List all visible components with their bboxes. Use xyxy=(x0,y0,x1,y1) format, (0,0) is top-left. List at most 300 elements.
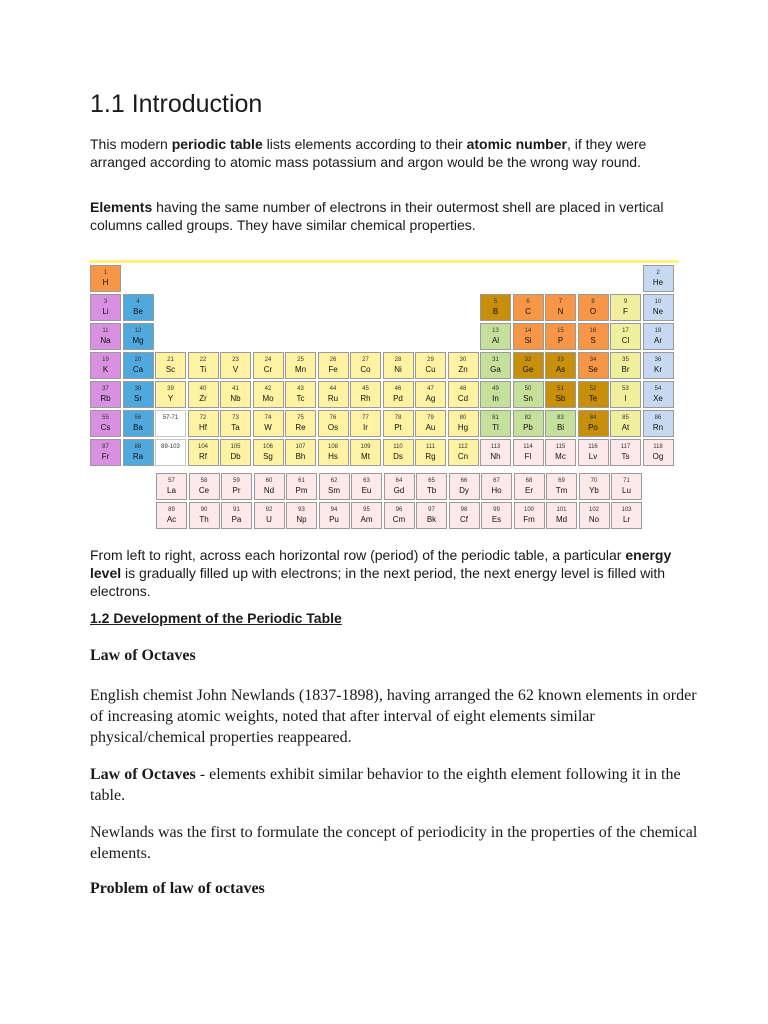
element-symbol: Au xyxy=(425,423,436,432)
element-symbol: Og xyxy=(652,452,664,461)
element-symbol: Sb xyxy=(555,394,566,403)
element-symbol: Be xyxy=(133,307,143,316)
element-cell xyxy=(220,381,251,408)
element-cell xyxy=(90,294,121,321)
element-symbol: Lv xyxy=(588,452,598,461)
element-symbol: Pu xyxy=(329,515,339,524)
element-cell xyxy=(578,323,609,350)
atomic-number: 95 xyxy=(363,507,370,513)
atomic-number: 96 xyxy=(395,507,403,513)
atomic-number: 35 xyxy=(622,357,629,363)
periods-text: is gradually filled up with electrons; in the next period, the next energy level is filled with electrons. xyxy=(90,565,666,599)
element-symbol: Bh xyxy=(295,452,306,461)
lanthanide-cell xyxy=(156,473,187,500)
element-cell xyxy=(513,352,544,379)
element-symbol: Np xyxy=(296,515,307,524)
atomic-number: 72 xyxy=(199,415,207,421)
actinide-cell xyxy=(546,502,577,529)
element-symbol: At xyxy=(621,423,630,432)
element-symbol: Ca xyxy=(132,365,144,374)
element-symbol: B xyxy=(492,307,499,316)
element-cell xyxy=(188,410,219,437)
atomic-number: 57 xyxy=(168,478,175,484)
element-symbol: Tb xyxy=(426,486,437,495)
atomic-number: 74 xyxy=(264,415,272,421)
element-cell xyxy=(448,410,479,437)
atomic-number: 101 xyxy=(556,507,567,513)
lanthanide-cell xyxy=(546,473,577,500)
atomic-number: 34 xyxy=(589,357,597,363)
atomic-number: 15 xyxy=(557,328,564,334)
element-cell xyxy=(643,265,674,292)
atomic-number: 56 xyxy=(134,415,142,421)
element-cell xyxy=(480,410,511,437)
element-cell xyxy=(480,439,511,466)
element-symbol: Tc xyxy=(296,394,305,403)
atomic-number: 61 xyxy=(298,478,305,484)
element-symbol: Y xyxy=(167,394,174,403)
element-symbol: Fl xyxy=(524,452,532,461)
atomic-number: 4 xyxy=(136,299,140,305)
element-cell xyxy=(285,381,316,408)
element-cell xyxy=(578,439,609,466)
element-cell xyxy=(513,323,544,350)
atomic-number: 30 xyxy=(459,357,467,363)
element-cell xyxy=(383,439,414,466)
actinide-cell xyxy=(221,502,252,529)
element-symbol: Ba xyxy=(133,423,143,432)
element-symbol: Sg xyxy=(263,452,273,461)
element-symbol: Lr xyxy=(622,515,631,524)
atomic-number: 28 xyxy=(394,357,402,363)
element-cell xyxy=(220,352,251,379)
element-symbol: Cl xyxy=(621,336,630,345)
element-symbol: V xyxy=(232,365,239,374)
element-symbol: Tm xyxy=(555,486,568,495)
atomic-number: 67 xyxy=(493,478,500,484)
element-symbol: Bi xyxy=(556,423,565,432)
element-symbol: Si xyxy=(524,336,532,345)
atomic-number: 86 xyxy=(654,415,662,421)
element-cell xyxy=(155,352,186,379)
element-symbol: Fm xyxy=(523,515,535,524)
atomic-number: 114 xyxy=(523,444,533,450)
atomic-number: 105 xyxy=(230,444,241,450)
element-symbol: Mt xyxy=(361,452,370,461)
element-symbol: Na xyxy=(100,336,111,345)
atomic-number: 31 xyxy=(492,357,499,363)
atomic-number: 76 xyxy=(329,415,337,421)
element-symbol: Fe xyxy=(328,365,338,374)
element-symbol: Rg xyxy=(425,452,436,461)
element-symbol: Po xyxy=(588,423,598,432)
element-symbol: I xyxy=(624,394,627,403)
element-cell xyxy=(610,410,641,437)
problem-heading: Problem of law of octaves xyxy=(90,880,265,897)
element-cell xyxy=(643,381,674,408)
atomic-number: 7 xyxy=(558,299,563,305)
element-cell xyxy=(123,381,154,408)
actinide-cell xyxy=(611,502,642,529)
element-cell xyxy=(610,323,641,350)
intro-paragraph xyxy=(90,135,690,171)
atomic-number: 23 xyxy=(232,357,239,363)
element-symbol: C xyxy=(525,307,531,316)
element-symbol: Rf xyxy=(199,452,207,461)
lanthanide-cell xyxy=(449,473,480,500)
atomic-number: 64 xyxy=(395,478,403,484)
element-symbol: Sm xyxy=(328,486,340,495)
element-symbol: Gd xyxy=(393,486,405,495)
element-cell xyxy=(123,439,154,466)
element-symbol: Mn xyxy=(294,365,307,374)
element-symbol: Se xyxy=(588,365,598,374)
element-cell xyxy=(155,381,186,408)
element-symbol: S xyxy=(590,336,596,345)
element-symbol: Hg xyxy=(457,423,469,432)
element-symbol: Rn xyxy=(652,423,664,432)
actinide-cell xyxy=(384,502,415,529)
term-atomic-number: atomic number xyxy=(466,136,567,152)
element-symbol: Ir xyxy=(363,423,368,432)
atomic-number: 104 xyxy=(197,444,208,450)
atomic-number: 69 xyxy=(558,478,565,484)
element-cell xyxy=(123,352,154,379)
element-symbol: Xe xyxy=(653,394,663,403)
element-cell xyxy=(513,410,544,437)
element-cell xyxy=(643,323,674,350)
element-symbol: Nd xyxy=(263,486,275,495)
element-cell xyxy=(90,265,121,292)
atomic-number: 43 xyxy=(297,386,304,392)
element-cell xyxy=(383,381,414,408)
atomic-number: 89-103 xyxy=(161,444,180,450)
atomic-number: 17 xyxy=(622,328,629,334)
element-symbol: Ce xyxy=(198,486,210,495)
element-symbol: Hf xyxy=(199,423,207,432)
atomic-number: 10 xyxy=(654,299,662,305)
element-cell xyxy=(643,410,674,437)
element-cell xyxy=(643,294,674,321)
element-symbol: Ds xyxy=(393,452,403,461)
element-cell xyxy=(383,352,414,379)
atomic-number: 107 xyxy=(295,444,306,450)
atomic-number: 111 xyxy=(425,444,436,450)
atomic-number: 49 xyxy=(492,386,499,392)
element-cell xyxy=(578,352,609,379)
element-symbol: Re xyxy=(295,423,306,432)
atomic-number: 32 xyxy=(524,357,532,363)
atomic-number: 70 xyxy=(590,478,598,484)
atomic-number: 117 xyxy=(620,444,631,450)
atomic-number: 94 xyxy=(330,507,338,513)
element-cell xyxy=(448,381,479,408)
atomic-number: 109 xyxy=(360,444,371,450)
element-symbol: Mc xyxy=(555,452,566,461)
element-symbol: Nb xyxy=(230,394,241,403)
element-cell xyxy=(318,352,349,379)
element-cell xyxy=(253,352,284,379)
element-cell xyxy=(480,381,511,408)
actinide-cell xyxy=(514,502,545,529)
atomic-number: 16 xyxy=(589,328,597,334)
element-symbol: Ga xyxy=(490,365,501,374)
atomic-number: 60 xyxy=(265,478,273,484)
element-symbol: U xyxy=(266,515,272,524)
atomic-number: 27 xyxy=(362,357,369,363)
element-symbol: Pa xyxy=(231,515,242,524)
element-symbol: Pm xyxy=(295,486,308,495)
element-symbol: Fr xyxy=(101,452,110,461)
atomic-number: 22 xyxy=(199,357,207,363)
element-symbol: Ru xyxy=(327,394,339,403)
term-elements: Elements xyxy=(90,199,153,215)
element-symbol: As xyxy=(555,365,566,374)
atomic-number: 71 xyxy=(623,478,630,484)
atomic-number: 26 xyxy=(329,357,337,363)
element-symbol: Er xyxy=(525,486,533,495)
element-cell xyxy=(610,381,641,408)
atomic-number: 83 xyxy=(557,415,564,421)
element-symbol: Zn xyxy=(458,365,468,374)
atomic-number: 12 xyxy=(134,328,142,334)
element-symbol: Pb xyxy=(523,423,533,432)
atomic-number: 75 xyxy=(297,415,304,421)
lanthanide-cell xyxy=(579,473,610,500)
element-cell xyxy=(578,381,609,408)
element-cell xyxy=(415,352,446,379)
atomic-number: 81 xyxy=(492,415,499,421)
element-cell xyxy=(318,410,349,437)
element-symbol: Yb xyxy=(589,486,599,495)
atomic-number: 90 xyxy=(200,507,208,513)
page-title: 1.1 Introduction xyxy=(90,90,263,118)
element-symbol: F xyxy=(623,307,628,316)
element-symbol: Ti xyxy=(199,365,207,374)
element-cell xyxy=(90,410,121,437)
element-cell xyxy=(188,352,219,379)
element-symbol: Pd xyxy=(393,394,403,403)
atomic-number: 98 xyxy=(460,507,468,513)
law-of-octaves-heading: Law of Octaves xyxy=(90,647,196,664)
element-cell xyxy=(188,381,219,408)
atomic-number: 79 xyxy=(427,415,434,421)
atomic-number: 44 xyxy=(329,386,337,392)
atomic-number: 62 xyxy=(330,478,338,484)
element-symbol: Dy xyxy=(459,486,469,495)
element-symbol: La xyxy=(167,486,176,495)
law-definition-paragraph xyxy=(90,764,700,806)
atomic-number: 68 xyxy=(525,478,533,484)
atomic-number: 29 xyxy=(427,357,434,363)
atomic-number: 2 xyxy=(656,270,660,276)
atomic-number: 118 xyxy=(653,444,663,450)
atomic-number: 100 xyxy=(523,507,534,513)
lanthanide-cell xyxy=(319,473,350,500)
element-symbol: Co xyxy=(360,365,371,374)
element-symbol: No xyxy=(588,515,600,524)
atomic-number: 99 xyxy=(493,507,500,513)
lanthanide-cell xyxy=(384,473,415,500)
atomic-number: 36 xyxy=(654,357,662,363)
element-cell xyxy=(90,323,121,350)
element-cell xyxy=(448,439,479,466)
atomic-number: 84 xyxy=(589,415,597,421)
element-cell xyxy=(610,439,641,466)
element-symbol: Cr xyxy=(263,365,273,374)
element-symbol: Ne xyxy=(652,307,664,316)
element-symbol: N xyxy=(557,307,564,316)
atomic-number: 39 xyxy=(167,386,174,392)
element-symbol: Rb xyxy=(100,394,111,403)
atomic-number: 41 xyxy=(232,386,239,392)
element-cell xyxy=(350,381,381,408)
element-cell xyxy=(513,294,544,321)
lanthanide-cell xyxy=(416,473,447,500)
element-cell xyxy=(318,439,349,466)
element-symbol: Ni xyxy=(394,365,402,374)
element-symbol: Kr xyxy=(654,365,662,374)
element-cell xyxy=(480,352,511,379)
atomic-number: 20 xyxy=(134,357,142,363)
element-symbol: Os xyxy=(327,423,339,432)
atomic-number: 92 xyxy=(265,507,273,513)
atomic-number: 57-71 xyxy=(162,415,179,421)
element-symbol: H xyxy=(102,278,109,287)
atomic-number: 88 xyxy=(134,444,142,450)
element-symbol: Mo xyxy=(262,394,274,403)
atomic-number: 3 xyxy=(103,299,108,305)
atomic-number: 19 xyxy=(102,357,109,363)
atomic-number: 82 xyxy=(524,415,532,421)
element-cell xyxy=(155,410,186,437)
element-symbol: Nh xyxy=(490,452,501,461)
element-cell xyxy=(350,410,381,437)
periodic-table xyxy=(89,260,679,531)
actinide-cell xyxy=(254,502,285,529)
element-symbol: Th xyxy=(199,515,209,524)
atomic-number: 52 xyxy=(589,386,597,392)
atomic-number: 38 xyxy=(134,386,142,392)
law-definition-text: - elements exhibit similar behavior to the eighth element following it in the table. xyxy=(90,766,681,804)
actinide-cell xyxy=(449,502,480,529)
element-symbol: Sr xyxy=(134,394,142,403)
element-cell xyxy=(155,439,186,466)
element-symbol: Db xyxy=(230,452,241,461)
lanthanide-cell xyxy=(286,473,317,500)
atomic-number: 113 xyxy=(490,444,501,450)
intro-text: , if they were arranged according to atomic mass potassium and argon would be the wrong way round. xyxy=(90,136,647,170)
element-symbol: Cn xyxy=(457,452,469,461)
atomic-number: 108 xyxy=(327,444,338,450)
lanthanide-cell xyxy=(189,473,220,500)
atomic-number: 18 xyxy=(654,328,662,334)
periodicity-paragraph: Newlands was the first to formulate the concept of periodicity in the properties of the chemical elements. xyxy=(90,824,698,862)
element-symbol: Cs xyxy=(100,423,111,432)
actinide-cell xyxy=(319,502,350,529)
element-symbol: Tl xyxy=(492,423,499,432)
element-cell xyxy=(220,439,251,466)
element-cell xyxy=(610,352,641,379)
section-heading: 1.2 Development of the Periodic Table xyxy=(90,610,342,626)
atomic-number: 50 xyxy=(524,386,532,392)
intro-text: This modern xyxy=(90,136,172,152)
element-cell xyxy=(545,294,576,321)
atomic-number: 77 xyxy=(362,415,369,421)
element-cell xyxy=(415,410,446,437)
intro-text: lists elements according to their xyxy=(262,136,467,152)
lanthanide-cell xyxy=(481,473,512,500)
element-cell xyxy=(578,294,609,321)
element-cell xyxy=(415,439,446,466)
element-symbol: P xyxy=(557,336,564,345)
atomic-number: 45 xyxy=(362,386,369,392)
atomic-number: 112 xyxy=(458,444,468,450)
element-cell xyxy=(90,381,121,408)
atomic-number: 91 xyxy=(233,507,240,513)
atomic-number: 1 xyxy=(103,270,108,276)
lanthanide-cell xyxy=(611,473,642,500)
atomic-number: 110 xyxy=(393,444,403,450)
atomic-number: 8 xyxy=(591,299,595,305)
element-cell xyxy=(578,410,609,437)
element-cell xyxy=(90,352,121,379)
term-periodic-table: periodic table xyxy=(171,136,263,152)
atomic-number: 63 xyxy=(363,478,370,484)
element-symbol: Ag xyxy=(425,394,436,403)
actinide-cell xyxy=(189,502,220,529)
element-cell xyxy=(545,352,576,379)
actinide-cell xyxy=(481,502,512,529)
term-energy-level: energy level xyxy=(90,547,672,581)
atomic-number: 47 xyxy=(427,386,434,392)
atomic-number: 42 xyxy=(264,386,272,392)
element-symbol: Rh xyxy=(360,394,371,403)
element-symbol: Ac xyxy=(166,515,177,524)
atomic-number: 5 xyxy=(493,299,498,305)
atomic-number: 78 xyxy=(394,415,402,421)
atomic-number: 102 xyxy=(588,507,599,513)
table-top-bar xyxy=(89,260,679,263)
element-cell xyxy=(220,410,251,437)
element-symbol: Cd xyxy=(457,394,469,403)
element-symbol: Ho xyxy=(491,486,502,495)
element-symbol: Te xyxy=(588,394,598,403)
element-cell xyxy=(350,439,381,466)
element-symbol: Eu xyxy=(361,486,372,495)
element-symbol: Zr xyxy=(199,394,207,403)
actinide-cell xyxy=(579,502,610,529)
atomic-number: 14 xyxy=(524,328,532,334)
periods-paragraph xyxy=(90,546,690,600)
lanthanide-cell xyxy=(254,473,285,500)
atomic-number: 80 xyxy=(459,415,467,421)
element-cell xyxy=(123,294,154,321)
atomic-number: 97 xyxy=(428,507,435,513)
atomic-number: 54 xyxy=(654,386,662,392)
element-symbol: Cf xyxy=(460,515,468,524)
atomic-number: 53 xyxy=(622,386,629,392)
element-cell xyxy=(480,294,511,321)
element-cell xyxy=(285,410,316,437)
element-cell xyxy=(643,352,674,379)
element-symbol: Al xyxy=(491,336,500,345)
lanthanide-cell xyxy=(221,473,252,500)
element-cell xyxy=(350,352,381,379)
atomic-number: 115 xyxy=(555,444,566,450)
atomic-number: 103 xyxy=(621,507,632,513)
element-cell xyxy=(545,381,576,408)
